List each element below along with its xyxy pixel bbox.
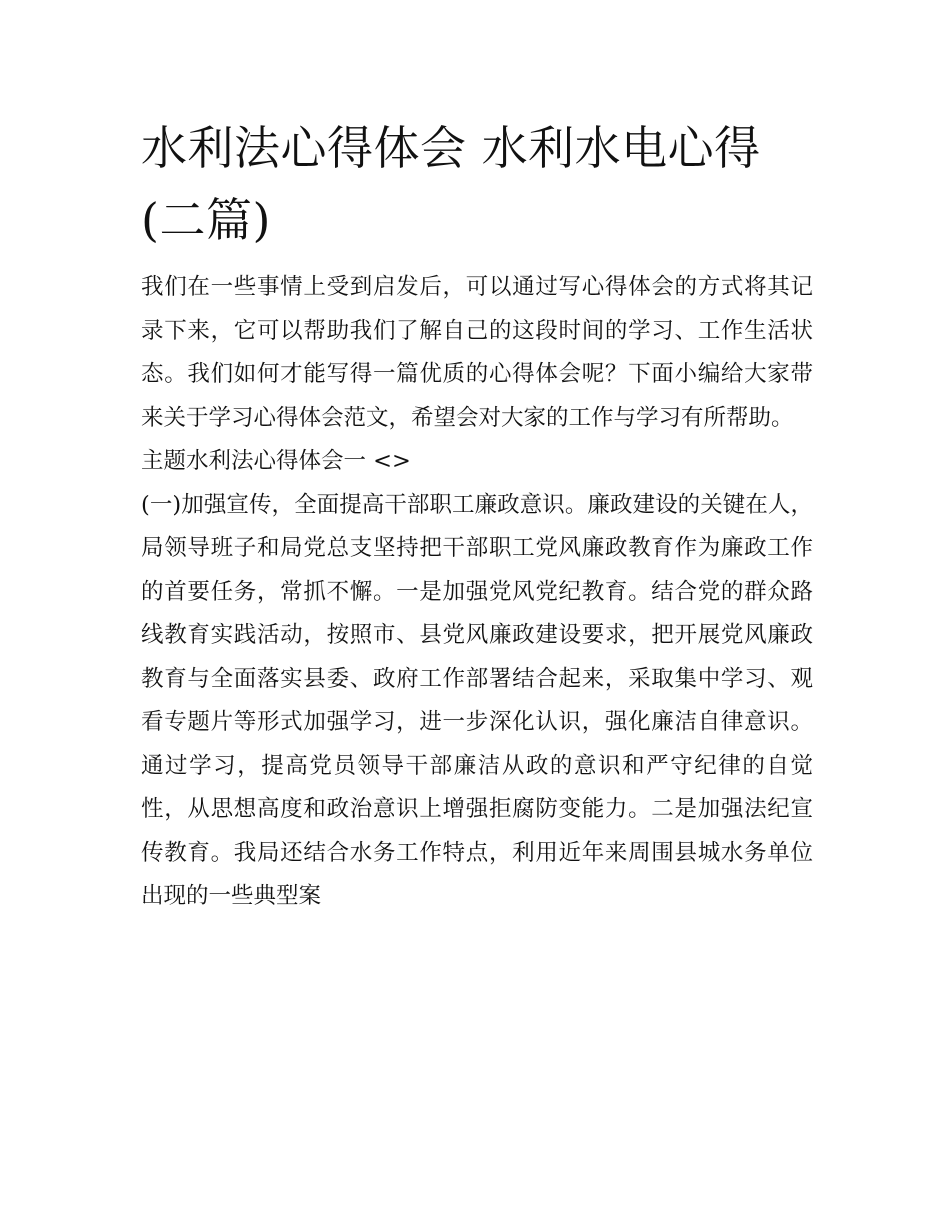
document-content <box>141 112 813 919</box>
intro-paragraph: 我们在一些事情上受到启发后，可以通过写心得体会的方式将其记录下来，它可以帮助我们了解自己的这段时间的学习、工作生活状态。我们如何才能写得一篇优质的心得体会呢？下面小编给大家带来关于学习心得体会范文，希望会对大家的工作与学习有所帮助。 <box>141 274 813 431</box>
body-paragraph: (一)加强宣传，全面提高干部职工廉政意识。廉政建设的关键在人，局领导班子和局党总支坚持把干部职工党风廉政教育作为廉政工作的首要任务，常抓不懈。一是加强党风党纪教育。结合党的群众路线教育实践活动，按照市、县党风廉政建设要求，把开展党风廉政教育与全面落实县委、政府工作部署结合起来，采取集中学习、观看专题片等形式加强学习，进一步深化认识，强化廉洁自律意识。通过学习，提高党员领导干部廉洁从政的意识和严守纪律的自觉性，从思想高度和政治意识上增强拒腐防变能力。二是加强法纪宣传教育。我局还结合水务工作特点，利用近年来周围县城水务单位出现的一些典型案 <box>141 491 813 909</box>
document-title: 水利法心得体会 水利水电心得(二篇) <box>141 121 761 247</box>
document-body <box>141 266 813 919</box>
section-heading: 主题水利法心得体会一 <> <box>141 448 411 474</box>
